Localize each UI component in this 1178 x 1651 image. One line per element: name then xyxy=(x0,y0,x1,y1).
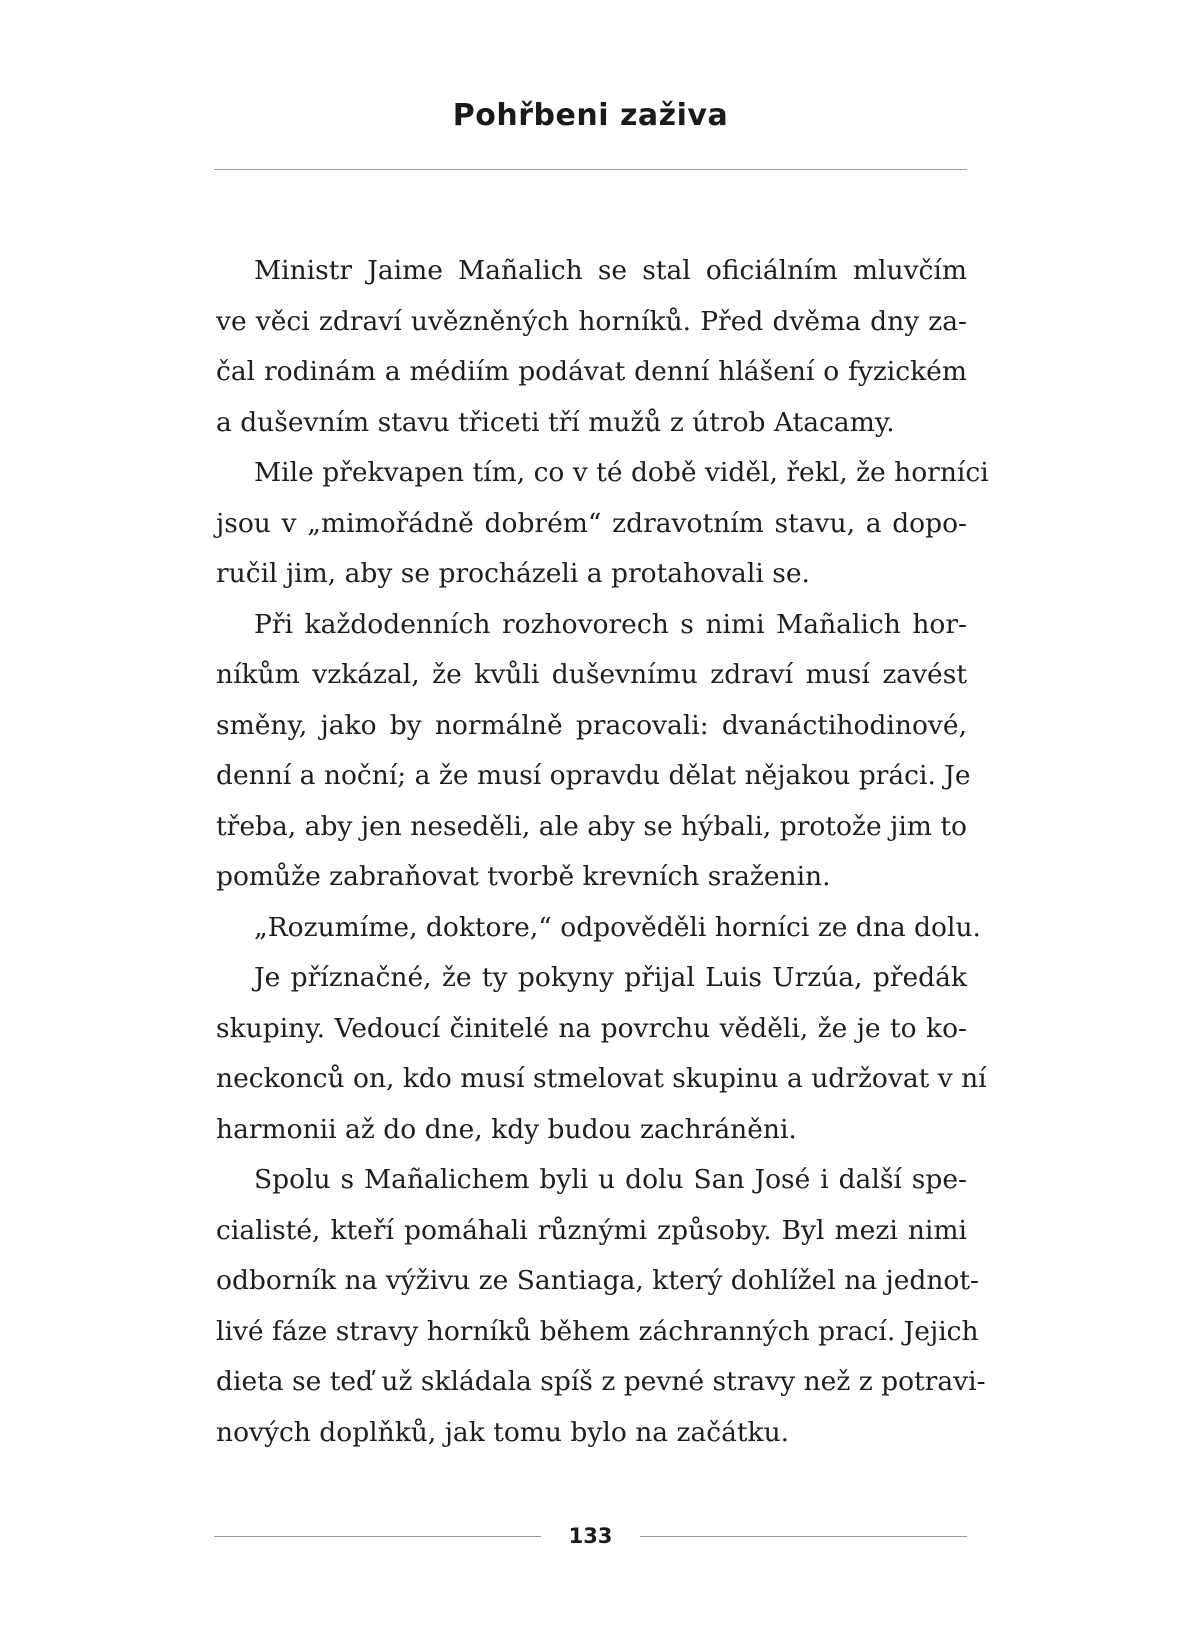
text-line: ručil jim, aby se procházeli a protahovali se. xyxy=(216,558,810,589)
paragraph xyxy=(216,448,989,600)
text-line: denní a noční; a že musí opravdu dělat nějakou práci. Je xyxy=(216,760,971,791)
paragraph xyxy=(216,953,987,1155)
paragraph xyxy=(216,600,971,903)
text-line: „Rozumíme, doktore,“ odpověděli horníci ze dna dolu. xyxy=(254,911,981,943)
text-line: neckonců on, kdo musí stmelovat skupinu a udržovat v ní xyxy=(216,1063,987,1094)
footer-rule-left xyxy=(214,1536,541,1537)
header-rule xyxy=(214,169,967,170)
body-text xyxy=(216,246,989,1458)
running-title: Pohřbeni zaživa xyxy=(452,98,729,133)
page-number: 133 xyxy=(568,1524,613,1548)
page-footer xyxy=(214,1520,967,1550)
text-line: skupiny. Vedoucí činitelé na povrchu věděli, že je to ko- xyxy=(216,1012,967,1044)
paragraph xyxy=(216,246,967,448)
text-line: Při každodenních rozhovorech s nimi Mañalich hor- xyxy=(254,608,967,640)
text-line: dieta se teď už skládala spíš z pevné stravy než z potravi- xyxy=(216,1366,986,1397)
text-line: Mile překvapen tím, co v té době viděl, řekl, že horníci xyxy=(254,457,989,488)
text-line: a duševním stavu třiceti tří mužů z útrob Atacamy. xyxy=(216,406,895,438)
text-line: ve věci zdraví uvězněných horníků. Před dvěma dny za- xyxy=(216,305,967,337)
text-line: níkům vzkázal, že kvůli duševnímu zdraví musí zavést xyxy=(216,659,967,690)
text-line: nových doplňků, jak tomu bylo na začátku. xyxy=(216,1416,790,1448)
text-line: Spolu s Mañalichem byli u dolu San José i další spe- xyxy=(254,1164,967,1195)
text-line: čal rodinám a médiím podávat denní hlášení o fyzickém xyxy=(216,356,967,387)
text-line: odborník na výživu ze Santiaga, který dohlížel na jednot- xyxy=(216,1265,979,1296)
text-line: harmonii až do dne, kdy budou zachráněni. xyxy=(216,1113,797,1145)
text-line: Je příznačné, že ty pokyny přijal Luis Urzúa, předák xyxy=(254,962,967,993)
footer-rule-right xyxy=(640,1536,967,1537)
text-line: pomůže zabraňovat tvorbě krevních sraženin. xyxy=(216,861,831,892)
text-line: třeba, aby jen neseděli, ale aby se hýbali, protože jim to xyxy=(216,810,967,842)
text-line: jsou v „mimořádně dobrém“ zdravotním stavu, a dopo- xyxy=(216,507,967,539)
paragraph xyxy=(216,1155,986,1458)
text-line: Ministr Jaime Mañalich se stal oficiálním mluvčím xyxy=(254,255,967,286)
text-line: livé fáze stravy horníků během záchranných prací. Jejich xyxy=(216,1315,979,1347)
text-line: směny, jako by normálně pracovali: dvanáctihodinové, xyxy=(216,709,967,741)
text-line: cialisté, kteří pomáhali různými způsoby. Byl mezi nimi xyxy=(216,1214,967,1246)
paragraph xyxy=(216,903,981,954)
